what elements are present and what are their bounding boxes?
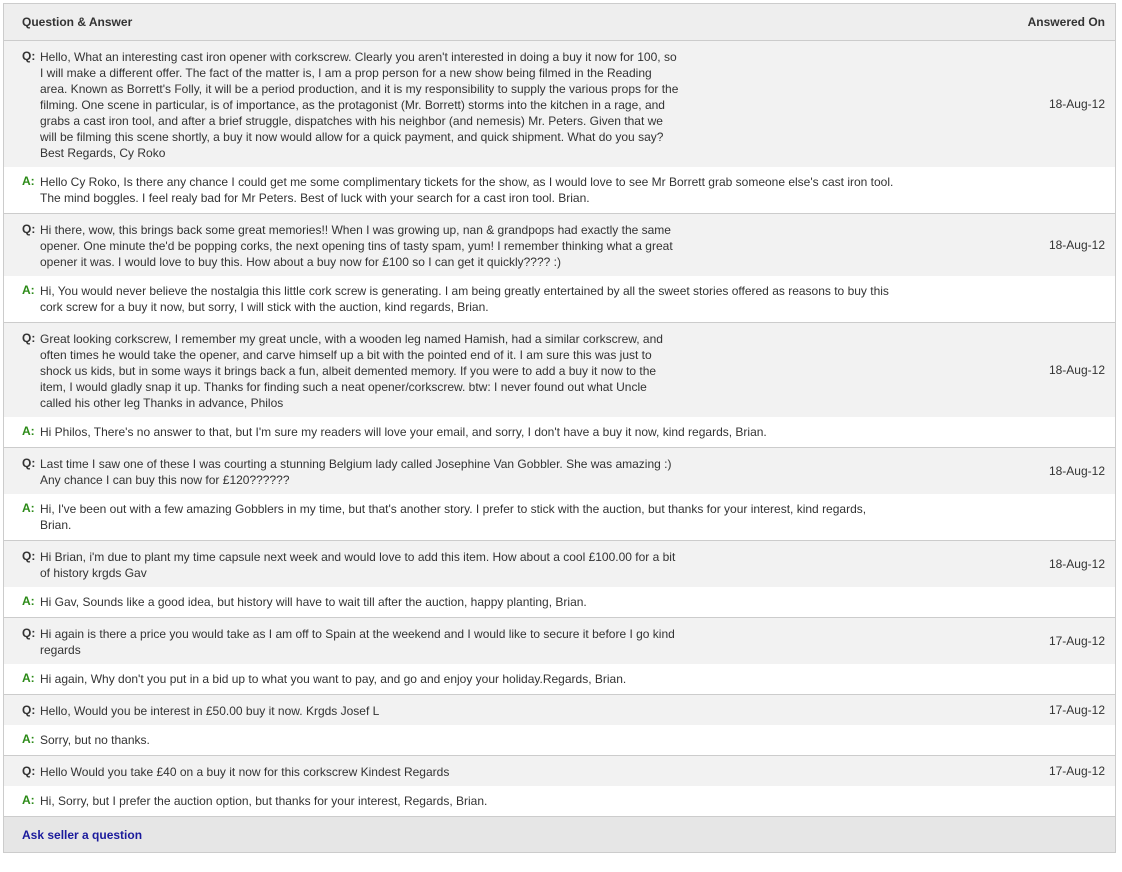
qa-pair [4, 323, 1115, 448]
answered-date: 17-Aug-12 [1048, 634, 1105, 648]
answer-row [4, 587, 1115, 617]
question-row [4, 323, 1115, 417]
answer-text: Hi Philos, There's no answer to that, but I'm sure my readers will love your email, and sorry, I don't have a buy it now, kind regards, Brian. [40, 425, 767, 439]
question-prefix: Q: [22, 331, 36, 345]
question-block [4, 448, 680, 494]
question-block [4, 618, 680, 664]
question-row [4, 756, 1115, 786]
question-text: Hi there, wow, this brings back some great memories!! When I was growing up, nan & grandpops had exactly the same opener. One minute the'd be popping corks, the next opening tins of tasty spam, yum! I remember thinking what a great opener it was. I would love to buy this. How about a buy now for £100 so I can get it quickly???? :) [40, 223, 673, 269]
header-answered-on: Answered On [1027, 15, 1105, 29]
answered-date: 18-Aug-12 [1048, 363, 1105, 377]
question-prefix: Q: [22, 456, 36, 470]
question-row [4, 214, 1115, 276]
question-block [4, 41, 680, 167]
answer-row [4, 276, 1115, 322]
question-prefix: Q: [22, 549, 36, 563]
question-block [4, 323, 680, 417]
answer-row [4, 786, 1115, 816]
question-text: Hello Would you take £40 on a buy it now for this corkscrew Kindest Regards [40, 765, 450, 779]
question-text: Hi again is there a price you would take as I am off to Spain at the weekend and I would like to secure it before I go kind regards [40, 627, 675, 657]
qa-pair [4, 541, 1115, 618]
answer-text: Hi, I've been out with a few amazing Gobblers in my time, but that's another story. I prefer to stick with the auction, but thanks for your interest, kind regards, Brian. [40, 502, 867, 532]
answer-row [4, 725, 1115, 755]
question-block [4, 695, 680, 725]
question-row [4, 541, 1115, 587]
qa-table [3, 3, 1116, 853]
question-prefix: Q: [22, 764, 36, 778]
question-prefix: Q: [22, 49, 36, 63]
answer-text: Hi Gav, Sounds like a good idea, but history will have to wait till after the auction, happy planting, Brian. [40, 595, 587, 609]
question-text: Hello, What an interesting cast iron opener with corkscrew. Clearly you aren't interested in doing a buy it now for 100, so I will make a different offer. The fact of the matter is, I am a prop person for a new show being filmed in the Reading area. Known as Borrett's Folly, it will be a period production, and it is my responsibility to supply the various props for the filming. One scene in particular, is of importance, as the protagonist (Mr. Borrett) storms into the kitchen in a rage, and grabs a cast iron tool, and after a brief struggle, dispatches with his neighbor (and nemesis) Mr. Peters. Given that we will be filming this scene shortly, a buy it now would allow for a quick payment, and quick shipment. What do you say? Best Regards, Cy Roko [40, 50, 679, 160]
ask-row [4, 817, 1115, 852]
answer-text: Sorry, but no thanks. [40, 733, 150, 747]
answer-row [4, 167, 1115, 213]
question-text: Hello, Would you be interest in £50.00 buy it now. Krgds Josef L [40, 704, 380, 718]
answer-prefix: A: [22, 501, 35, 515]
qa-pair [4, 41, 1115, 214]
ask-seller-question-link[interactable]: Ask seller a question [22, 827, 143, 842]
qa-pair [4, 448, 1115, 541]
answered-date: 18-Aug-12 [1048, 97, 1105, 111]
answered-date: 17-Aug-12 [1048, 764, 1105, 778]
question-text: Hi Brian, i'm due to plant my time capsule next week and would love to add this item. How about a cool £100.00 for a bit of history krgds Gav [40, 550, 676, 580]
answer-text: Hi, You would never believe the nostalgia this little cork screw is generating. I am being greatly entertained by all the sweet stories offered as reasons to buy this cork screw for a buy it now, but sorry, I will stick with the auction, kind regards, Brian. [40, 284, 889, 314]
answer-text: Hi, Sorry, but I prefer the auction option, but thanks for your interest, Regards, Brian. [40, 794, 488, 808]
answer-prefix: A: [22, 793, 35, 807]
qa-list [4, 41, 1115, 817]
answer-row [4, 494, 1115, 540]
qa-pair [4, 695, 1115, 756]
question-prefix: Q: [22, 626, 36, 640]
answered-date: 18-Aug-12 [1048, 238, 1105, 252]
answered-date: 18-Aug-12 [1048, 464, 1105, 478]
question-prefix: Q: [22, 703, 36, 717]
question-text: Last time I saw one of these I was courting a stunning Belgium lady called Josephine Van Gobbler. She was amazing :) Any chance I can buy this now for £120?????? [40, 457, 672, 487]
question-row [4, 41, 1115, 167]
answered-date: 18-Aug-12 [1048, 557, 1105, 571]
answer-prefix: A: [22, 732, 35, 746]
question-block [4, 541, 680, 587]
question-block [4, 756, 680, 786]
header-question-answer: Question & Answer [22, 15, 133, 29]
qa-pair [4, 618, 1115, 695]
question-block [4, 214, 680, 276]
answer-row [4, 417, 1115, 447]
answer-prefix: A: [22, 594, 35, 608]
qa-header [4, 4, 1115, 41]
qa-pair [4, 214, 1115, 323]
question-text: Great looking corkscrew, I remember my great uncle, with a wooden leg named Hamish, had a similar corkscrew, and often times he would take the opener, and carve himself up a bit with the pointed end of it. I am sure this was just to shock us kids, but in some ways it brings back a fun, albeit demented memory. If you were to add a buy it now to the item, I would gladly snap it up. Thanks for finding such a neat opener/corkscrew. btw: I never found out what Uncle called his other leg Thanks in advance, Philos [40, 332, 663, 410]
answer-prefix: A: [22, 174, 35, 188]
question-row [4, 695, 1115, 725]
answer-text: Hello Cy Roko, Is there any chance I could get me some complimentary tickets for the show, as I would love to see Mr Borrett grab someone else's cast iron tool. The mind boggles. I feel realy bad for Mr Peters. Best of luck with your search for a cast iron tool. Brian. [40, 175, 894, 205]
answer-prefix: A: [22, 671, 35, 685]
answer-row [4, 664, 1115, 694]
answered-date: 17-Aug-12 [1048, 703, 1105, 717]
answer-prefix: A: [22, 424, 35, 438]
question-row [4, 618, 1115, 664]
answer-text: Hi again, Why don't you put in a bid up to what you want to pay, and go and enjoy your holiday.Regards, Brian. [40, 672, 627, 686]
answer-prefix: A: [22, 283, 35, 297]
qa-pair [4, 756, 1115, 817]
question-row [4, 448, 1115, 494]
question-prefix: Q: [22, 222, 36, 236]
